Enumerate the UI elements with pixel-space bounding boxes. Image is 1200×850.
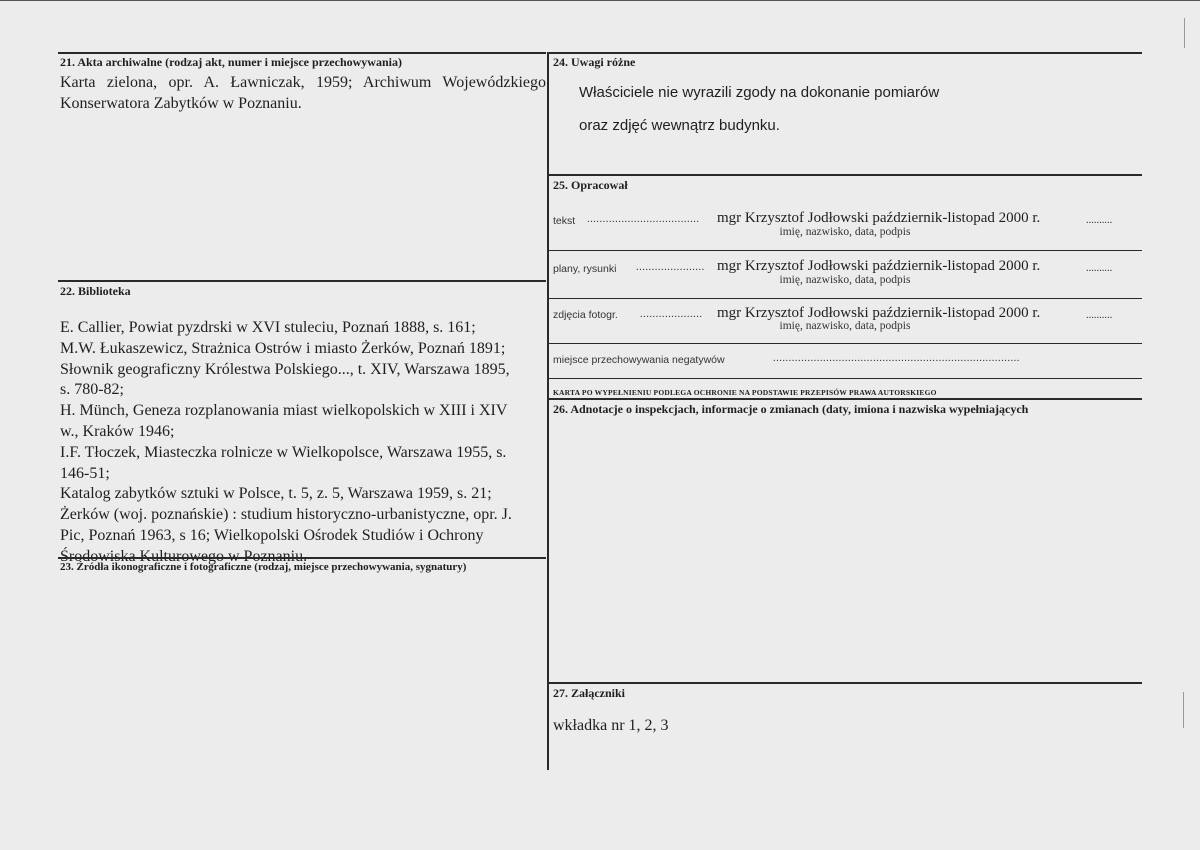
sec22-heading: 22. Biblioteka [60,284,131,298]
bibliography-line: Słownik geograficzny Królestwa Polskiego..., t. XIV, Warszawa 1895, [60,360,510,378]
sec24-line2: oraz zdjęć wewnątrz budynku. [579,117,780,134]
author-role-label: plany, rysunki [553,263,617,275]
sec22-top-rule [58,280,546,282]
bibliography-line: Środowiska Kulturowego w Poznaniu. [60,547,308,565]
trailing-dots: .......... [1086,263,1113,274]
sec27-top-rule [549,682,1142,684]
leader-dots: .................... [640,309,703,320]
copyright-note: KARTA PO WYPEŁNIENIU PODLEGA OCHRONIE NA PODSTAWIE PRZEPISÓW PRAWA AUTORSKIEGO [553,388,937,397]
sec21-text: Karta zielona, opr. A. Ławniczak, 1959; Archiwum Wojewódzkiego Konserwatora Zabytków w Poznaniu. [60,74,546,112]
sec27-text: wkładka nr 1, 2, 3 [553,717,669,734]
sec25-top-rule [549,174,1142,176]
sec23-heading: 23. Źródła ikonograficzne i fotograficzne (rodzaj, miejsce przechowywania, sygnatury) [60,561,467,573]
author-role-label: zdjęcia fotogr. [553,309,618,321]
bibliography-line: s. 780-82; [60,381,124,399]
sec23-top-rule [58,557,546,559]
bibliography-line: E. Callier, Powiat pyzdrski w XVI stuleciu, Poznań 1888, s. 161; [60,319,476,336]
author-entry: mgr Krzysztof Jodłowski październik-listopad 2000 r. [717,258,1041,274]
trailing-dots: .......... [1086,310,1113,321]
signature-caption: imię, nazwisko, data, podpis [779,320,911,332]
sec25-heading: 25. Opracował [553,178,628,192]
negatives-location-dots: ............................................................................... [773,353,1020,364]
leader-dots: ...................... [636,262,705,273]
scan-mark [1184,18,1185,48]
signature-caption: imię, nazwisko, data, podpis [779,226,911,238]
copyright-rule [549,378,1142,379]
sec26-top-rule [549,398,1142,400]
scan-mark [1183,692,1184,728]
sec24-line1: Właściciele nie wyrazili zgody na dokonanie pomiarów [579,84,940,101]
signature-caption: imię, nazwisko, data, podpis [779,274,911,286]
column-divider [547,52,549,770]
author-entry: mgr Krzysztof Jodłowski październik-listopad 2000 r. [717,210,1041,226]
sec26-heading: 26. Adnotacje o inspekcjach, informacje o zmianach (daty, imiona i nazwiska wypełniających [553,402,1029,416]
bibliography-line: w., Kraków 1946; [60,422,175,440]
bibliography-line: I.F. Tłoczek, Miasteczka rolnicze w Wielkopolsce, Warszawa 1955, s. [60,443,507,461]
negatives-location-label: miejsce przechowywania negatywów [553,354,725,366]
bibliography-line: Żerków (woj. poznańskie) : studium historyczno-urbanistyczne, opr. J. [60,506,512,524]
sec24-top-rule [549,52,1142,54]
sec25-row-rule [549,343,1142,344]
author-role-label: tekst [553,215,576,227]
bibliography-line: 146-51; [60,464,110,482]
sec27-heading: 27. Załączniki [553,686,626,700]
bibliography-line: H. Münch, Geneza rozplanowania miast wielkopolskich w XIII i XIV [60,402,508,420]
bibliography-line: M.W. Łukaszewicz, Strażnica Ostrów i miasto Żerków, Poznań 1891; [60,339,506,357]
leader-dots: .................................... [587,214,700,225]
sec21-top-rule [58,52,546,54]
bibliography-line: Pic, Poznań 1963, s 16; Wielkopolski Ośrodek Studiów i Ochrony [60,526,484,544]
sec22-bibliography [60,318,546,568]
sec24-heading: 24. Uwagi różne [553,55,636,69]
scan-edge [0,0,1200,1]
trailing-dots: .......... [1086,215,1113,226]
bibliography-line: Katalog zabytków sztuki w Polsce, t. 5, z. 5, Warszawa 1959, s. 21; [60,485,492,503]
sec21-heading: 21. Akta archiwalne (rodzaj akt, numer i miejsce przechowywania) [60,55,402,69]
author-entry: mgr Krzysztof Jodłowski październik-listopad 2000 r. [717,305,1041,321]
sec25-row-rule [549,250,1142,251]
sec25-row-rule [549,298,1142,299]
